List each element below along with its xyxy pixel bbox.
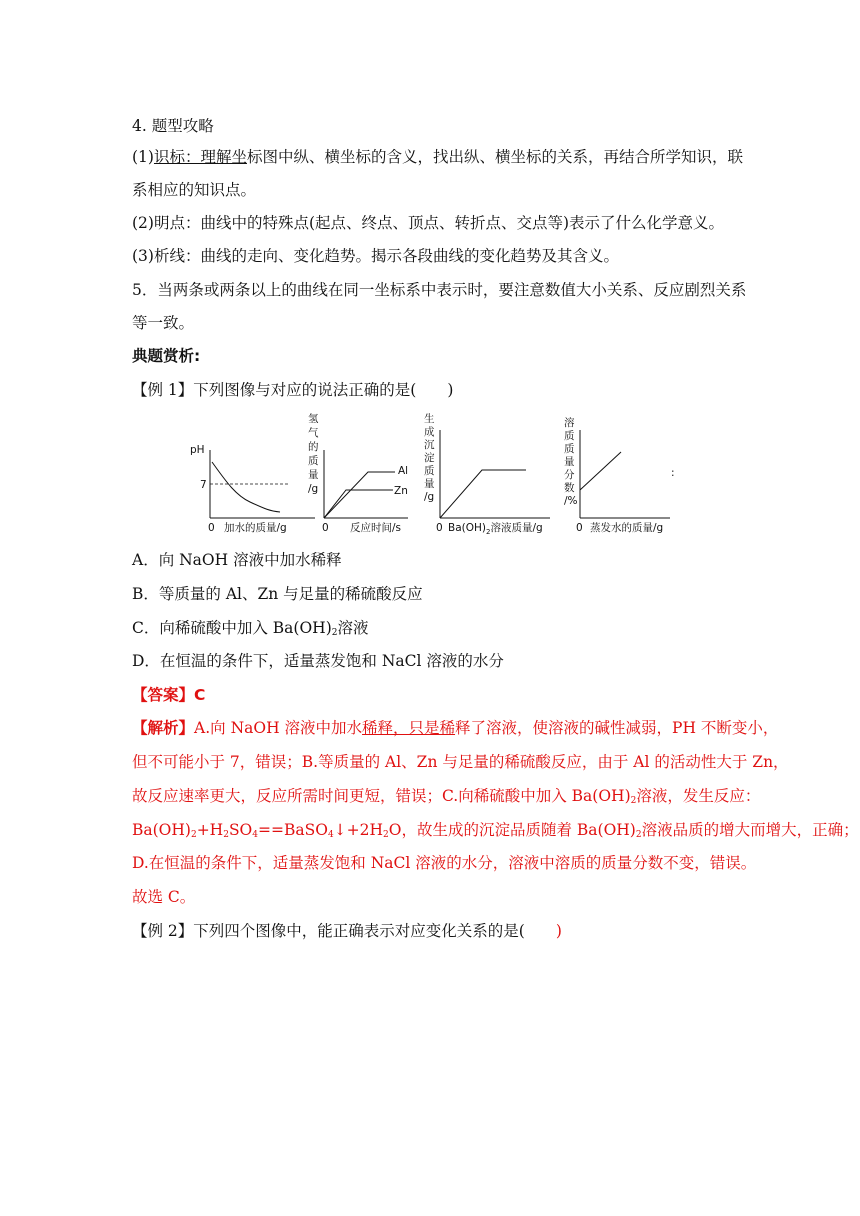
graph-1-curve — [212, 462, 280, 512]
graph-1-origin: 0 — [208, 522, 215, 534]
option-b-text: B．等质量的 Al、Zn 与足量的稀硫酸反应 — [132, 585, 423, 603]
graph-3-origin: 0 — [436, 522, 443, 534]
option-d — [132, 651, 504, 671]
section-heading — [132, 346, 200, 366]
example-1-figure — [180, 410, 680, 540]
graphs-svg — [180, 410, 680, 540]
graph-1-y-label: pH — [190, 444, 205, 456]
analysis-4-e: ↓+2H — [333, 821, 384, 839]
section-5-line-2 — [132, 313, 194, 333]
section-5-text: 5．当两条或两条以上的曲线在同一坐标系中表示时，要注意数值大小关系、反应剧烈关系 — [132, 281, 747, 299]
analysis-3-a: 故反应速率更大，反应所需时间更短，错误；C.向稀硫酸中加入 Ba(OH) — [132, 787, 631, 805]
graph-3-line — [440, 470, 526, 518]
analysis-3-b: 溶液，发生反应： — [636, 787, 761, 805]
analysis-line-2 — [132, 752, 789, 772]
strategy-item-2 — [132, 213, 724, 233]
graph-mass-fraction — [564, 416, 675, 534]
analysis-4-sub-1: 2 — [190, 830, 197, 840]
graph-4-y-label-6: 数 — [564, 482, 575, 494]
analysis-1-a: A.向 NaOH 溶液中加水 — [194, 719, 363, 737]
graph-3-y-label-3: 沉 — [424, 439, 435, 451]
graph-2-y-label-6: /g — [308, 483, 319, 495]
graph-4-y-label-2: 质 — [564, 430, 575, 442]
analysis-4-sub-3: 4 — [252, 830, 258, 840]
option-c-text-2: 溶液 — [337, 619, 369, 637]
analysis-line-3 — [132, 786, 760, 811]
item-2-text: (2)明点：曲线中的特殊点(起点、终点、顶点、转折点、交点等)表示了什么化学意义。 — [132, 214, 725, 232]
analysis-4-c: SO — [228, 821, 253, 839]
analysis-line-4 — [132, 820, 859, 845]
graph-2-zn-line — [324, 490, 393, 518]
graph-2-y-label-2: 气 — [308, 427, 319, 439]
analysis-4-d: ==BaSO — [258, 821, 328, 839]
graph-3-y-label-1: 生 — [424, 413, 435, 425]
graph-4-y-label-3: 质 — [564, 443, 575, 455]
graph-1-x-label: 加水的质量/g — [224, 522, 287, 534]
graph-2-origin: 0 — [322, 522, 329, 534]
graph-4-stray-mark: : — [671, 467, 675, 479]
graph-precipitate — [424, 412, 550, 536]
graph-3-y-label-6: 量 — [424, 478, 435, 490]
analysis-1-c: 释了溶液，使溶液的碱性减弱，PH 不断变小， — [455, 719, 779, 737]
option-c-sub: 2 — [331, 628, 338, 638]
option-a-text: A．向 NaOH 溶液中加水稀释 — [132, 551, 342, 569]
graph-4-y-label-7: /% — [564, 495, 578, 507]
item-1-underlined: 识标：理解坐 — [153, 148, 247, 166]
graph-2-y-label-4: 质 — [308, 455, 319, 467]
example-1-prefix: 【例 1】 — [132, 381, 194, 399]
example-2-prefix: 【例 2】 — [132, 922, 194, 940]
graph-4-y-label-4: 量 — [564, 456, 575, 468]
option-c-text: C．向稀硫酸中加入 Ba(OH) — [132, 619, 332, 637]
graph-3-y-label-5: 质 — [424, 465, 435, 477]
graph-4-x-label: 蒸发水的质量/g — [590, 522, 664, 534]
analysis-4-sub-2: 2 — [223, 830, 229, 840]
analysis-tag: 【解析】 — [132, 719, 195, 737]
graph-2-al-label: Al — [398, 465, 409, 477]
example-2-question — [132, 921, 562, 941]
item-1-text: 标图中纵、横坐标的含义，找出纵、横坐标的关系，再结合所学知识，联 — [246, 148, 743, 166]
analysis-line-1 — [132, 718, 778, 738]
section-4-title-text: 4. 题型攻略 — [132, 117, 214, 135]
graph-4-y-label-1: 溶 — [564, 417, 575, 429]
graph-ph — [190, 444, 315, 534]
analysis-line-5 — [132, 853, 756, 873]
example-1-text: 下列图像与对应的说法正确的是( ) — [193, 381, 454, 399]
graph-3-y-label-2: 成 — [424, 426, 435, 438]
heading-text: 典题赏析: — [132, 347, 201, 365]
analysis-4-sub-4: 4 — [327, 830, 334, 840]
graph-hydrogen — [308, 412, 408, 534]
graph-2-al-line — [324, 472, 395, 518]
analysis-4-sub-5: 2 — [383, 830, 389, 840]
analysis-1-underlined: 稀释，只是稀 — [362, 719, 456, 737]
section-5-text-cont: 等一致。 — [132, 314, 195, 332]
analysis-4-f: O，故生成的沉淀品质随着 Ba(OH) — [388, 821, 636, 839]
option-a — [132, 550, 342, 570]
section-4-title — [132, 116, 214, 136]
analysis-4-b: +H — [196, 821, 224, 839]
analysis-2-text: 但不可能小于 7，错误；B.等质量的 Al、Zn 与足量的稀硫酸反应，由于 Al 的活动性大于 Zn， — [132, 753, 789, 771]
option-d-text: D．在恒温的条件下，适量蒸发饱和 NaCl 溶液的水分 — [132, 652, 504, 670]
example-1-question — [132, 380, 453, 400]
answer-line — [132, 685, 205, 705]
analysis-4-g: 溶液品质的增大而增大，正确； — [641, 821, 859, 839]
option-b — [132, 584, 423, 604]
graph-3-x-label-a: Ba(OH) — [448, 522, 486, 534]
graph-2-zn-label: Zn — [394, 485, 408, 497]
strategy-item-1 — [132, 147, 743, 167]
example-2-close-paren: ) — [524, 922, 562, 940]
item-1-number: (1) — [132, 148, 154, 166]
option-c — [132, 618, 369, 643]
analysis-6-text: 故选 C。 — [132, 888, 196, 906]
example-2-text: 下列四个图像中，能正确表示对应变化关系的是( — [193, 922, 525, 940]
answer-text: 【答案】C — [132, 686, 206, 704]
analysis-5-text: D.在恒温的条件下，适量蒸发饱和 NaCl 溶液的水分，溶液中溶质的质量分数不变，错误。 — [132, 854, 757, 872]
analysis-3-sub: 2 — [630, 796, 637, 806]
strategy-item-1-cont — [132, 180, 256, 200]
graph-4-line — [580, 452, 621, 490]
strategy-item-3 — [132, 246, 619, 266]
graph-3-x-label-b: 溶液质量/g — [490, 522, 543, 534]
section-5-line-1 — [132, 280, 746, 300]
item-3-text: (3)析线：曲线的走向、变化趋势。揭示各段曲线的变化趋势及其含义。 — [132, 247, 619, 265]
analysis-4-sub-6: 2 — [635, 830, 642, 840]
graph-1-seven-label: 7 — [200, 479, 207, 491]
graph-4-origin: 0 — [576, 522, 583, 534]
graph-2-y-label-3: 的 — [308, 441, 319, 453]
analysis-line-6 — [132, 887, 195, 907]
graph-4-y-label-5: 分 — [564, 469, 575, 481]
analysis-4-a: Ba(OH) — [132, 821, 191, 839]
item-1-text-cont: 系相应的知识点。 — [132, 181, 257, 199]
graph-2-x-label: 反应时间/s — [350, 522, 402, 534]
graph-3-x-label — [448, 521, 543, 536]
graph-2-y-label-5: 量 — [308, 469, 319, 481]
graph-3-x-label-sub: 2 — [486, 528, 491, 536]
graph-2-y-label-1: 氢 — [308, 413, 319, 425]
graph-3-y-label-7: /g — [424, 491, 435, 503]
graph-3-y-label-4: 淀 — [424, 452, 435, 464]
